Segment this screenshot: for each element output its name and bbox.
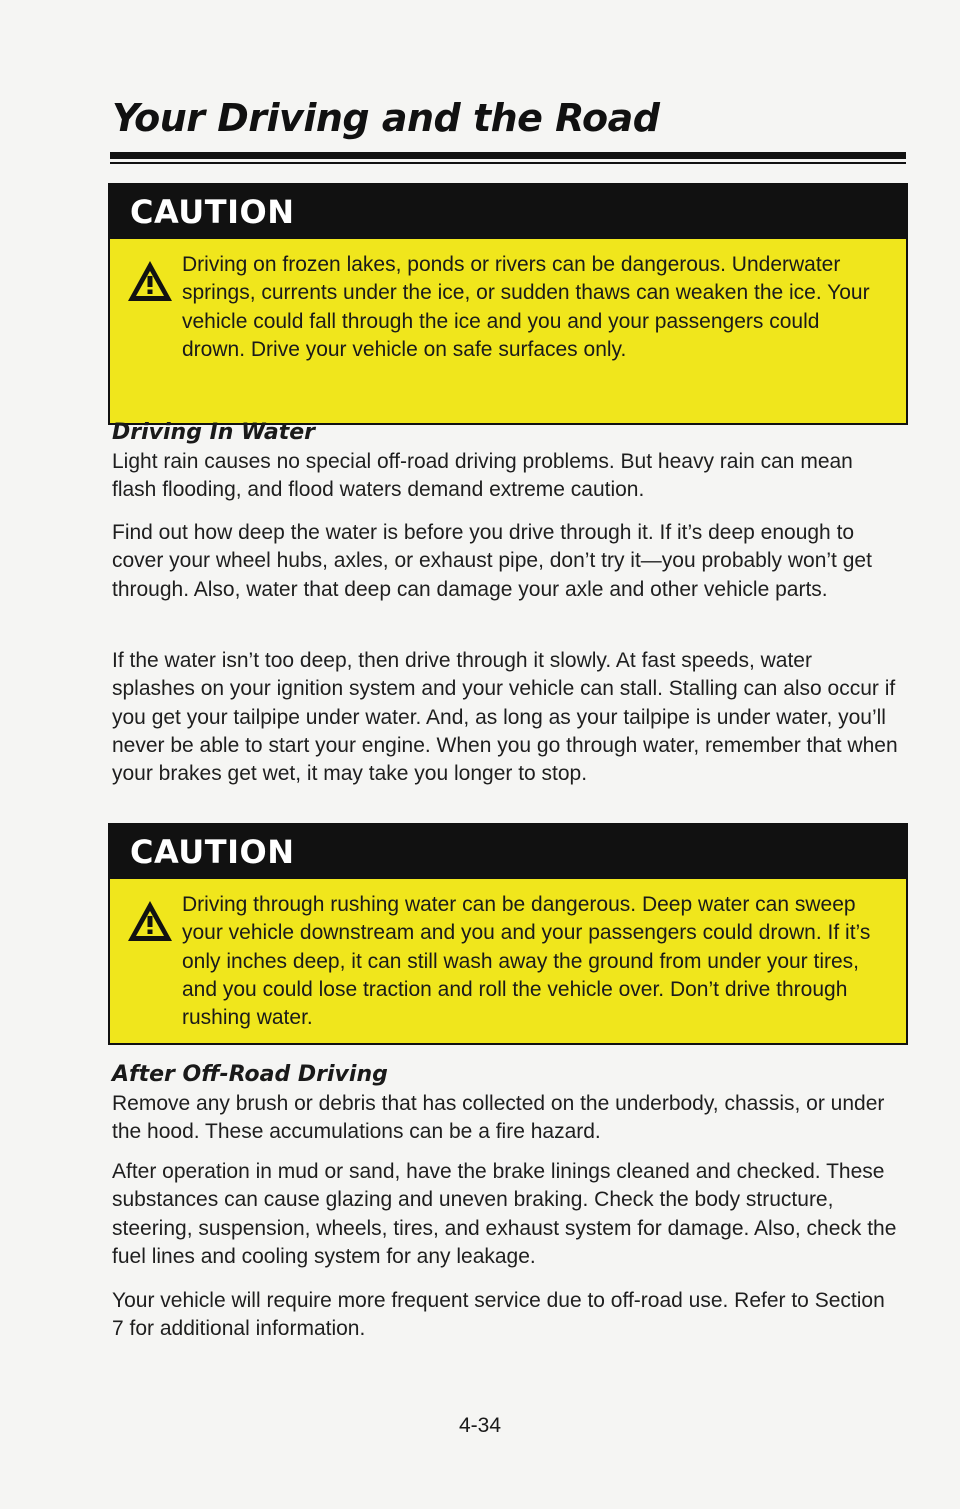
- warning-triangle-icon: [126, 899, 174, 943]
- paragraph: If the water isn’t too deep, then drive through it slowly. At fast speeds, water splashes on your ignition system and your vehicle can stall. Stalling can also occur if you get your tailpipe under water. And, as long as your tailpipe is under water, you’ll never be able to start your engine. When you go through water, remember that when your brakes get wet, it may take you longer to stop.: [112, 649, 898, 786]
- paragraph: After operation in mud or sand, have the brake linings cleaned and checked. These substances can cause glazing and uneven braking. Check the body structure, steering, suspension, wheels, tires, and exhaust system for damage. Also, check the fuel lines and cooling system for any leakage.: [112, 1160, 897, 1268]
- header-rule-thin: [110, 162, 906, 164]
- caution-body: [110, 239, 906, 423]
- warning-triangle-icon: [126, 259, 174, 303]
- section-heading-driving-in-water: Driving In Water: [112, 420, 316, 445]
- paragraph: Find out how deep the water is before you drive through it. If it’s deep enough to cover your wheel hubs, axles, or exhaust pipe, don’t try it—you probably won’t get through. Also, water that deep can damage your axle and other vehicle parts.: [112, 521, 872, 601]
- header-rule-thick: [110, 152, 906, 159]
- paragraph: Light rain causes no special off-road driving problems. But heavy rain can mean flash flooding, and flood waters demand extreme caution.: [112, 450, 853, 502]
- caution-text: Driving through rushing water can be dangerous. Deep water can sweep your vehicle downstream and you and your passengers could drown. If it’s only inches deep, it can still wash away the ground from under your tires, and you could lose traction and roll the vehicle over. Don’t drive through rushing water.: [182, 893, 871, 1030]
- paragraph: Your vehicle will require more frequent service due to off-road use. Refer to Section 7 for additional information.: [112, 1289, 885, 1341]
- page-number: 4-34: [458, 1414, 502, 1437]
- page-title: Your Driving and the Road: [112, 96, 660, 140]
- caution-body: [110, 879, 906, 1043]
- caution-box-frozen-water: [108, 183, 908, 425]
- paragraph: Remove any brush or debris that has collected on the underbody, chassis, or under the hood. These accumulations can be a fire hazard.: [112, 1092, 885, 1144]
- caution-text: Driving on frozen lakes, ponds or rivers can be dangerous. Underwater springs, currents under the ice, or sudden thaws can weaken the ice. Your vehicle could fall through the ice and you and your passengers could drown. Drive your vehicle on safe surfaces only.: [182, 253, 870, 361]
- caution-label: CAUTION: [130, 193, 295, 231]
- caution-box-rushing-water: [108, 823, 908, 1045]
- section-heading-after-off-road-driving: After Off-Road Driving: [112, 1062, 388, 1087]
- caution-label: CAUTION: [130, 833, 295, 871]
